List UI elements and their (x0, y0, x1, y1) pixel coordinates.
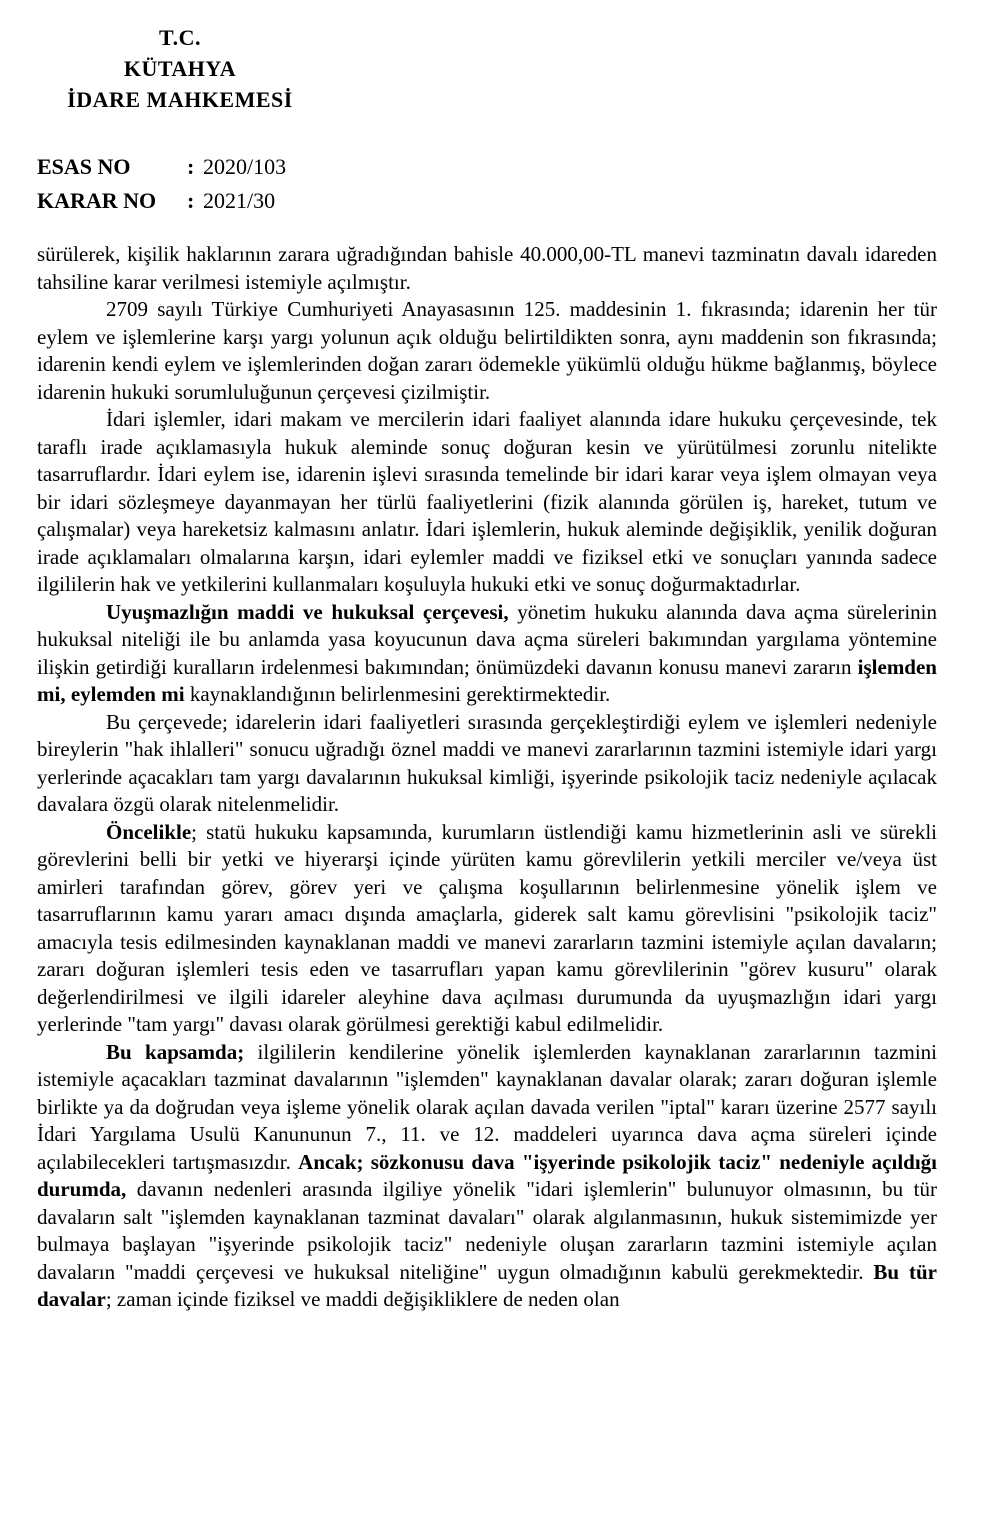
paragraph-6-bold-lead: Öncelikle (106, 819, 192, 844)
esas-no-label: ESAS NO (37, 154, 131, 179)
esas-no-row (37, 150, 286, 184)
paragraph-4 (37, 599, 937, 709)
document-body (37, 241, 937, 1314)
paragraph-1: sürülerek, kişilik haklarının zarara uğradığından bahisle 40.000,00-TL manevi tazminatın davalı idareden tahsiline karar verilmesi istemiyle açılmıştır. (37, 242, 937, 294)
paragraph-5: Bu çerçevede; idarelerin idari faaliyetleri sırasında gerçekleştirdiği eylem ve işlemleri nedeniyle bireylerin "hak ihlalleri" sonucu uğradığı öznel maddi ve manevi zararlarının tazmini istemiyle idari yargı yerlerinde açacakları tam yargı davalarının hukuksal kimliği, işyerinde psikolojik taciz nedeniyle açılacak davalara özgü olarak nitelenmelidir. (37, 709, 937, 816)
karar-no-value: 2021/30 (203, 188, 276, 213)
paragraph-7-text-3: ; zaman içinde fiziksel ve maddi değişikliklere de neden olan (105, 1287, 620, 1311)
paragraph-4-text-2: kaynaklandığının belirlenmesini gerektirmektedir. (184, 682, 611, 706)
paragraph-7-text-1: ilgililerin kendilerine yönelik işlemlerden kaynaklanan zararlarının tazmini istemiyle açacakları tazminat davalarının "işlemden" kaynaklanan davalar olarak; zararı doğuran işlemle birlikte ya da doğrudan veya işleme yönelik olarak açılan davada verilen "iptal" kararı üzerine 2577 sayılı İdari Yargılama Usulü Kanununun 7., 11. ve 12. maddeleri uyarınca dava açma süreleri içinde açılabilecekleri tartışmasızdır. (37, 1039, 937, 1174)
karar-no-row (37, 184, 286, 218)
paragraph-7 (37, 1039, 937, 1314)
esas-no-value: 2020/103 (203, 154, 287, 179)
karar-no-label: KARAR NO (37, 188, 157, 213)
paragraph-4-bold-lead: Uyuşmazlığın maddi ve hukuksal çerçevesi, (106, 599, 509, 624)
paragraph-6 (37, 819, 937, 1039)
esas-no-colon: : (187, 154, 195, 179)
paragraph-7-text-2: davanın nedenleri arasında ilgiliye yönelik "idari işlemlerin" bulunuyor olmasının, bu tür davaların salt "işlemden kaynaklanan tazminat davaları" olarak algılanmasının, hukuk sistemimizde yer bulmaya başlayan "işyerinde psikolojik taciz" nedeniyle oluşan zararların tazmini istemiyle açılan davaların "maddi çerçevesi ve hukuksal niteliğine" uygun olmadığının kabulü gerekmektedir. (37, 1177, 937, 1284)
paragraph-6-text: ; statü hukuku kapsamında, kurumların üstlendiği kamu hizmetlerinin asli ve sürekli görevlerini belli bir yetki ve hiyerarşi içinde yürüten kamu görevlilerin yetkili merciler ve/veya üst amirleri tarafından görev, görev yeri ve çalışma koşullarının belirlenmesine yönelik işlem ve tasarruflarının kamu yararı amacı dışında amaçlarla, giderek salt kamu görevlisini "psikolojik taciz" amacıyla tesis edilmesinden kaynaklanan maddi ve manevi zararların tazmini istemiyle açılan davaların; zararı doğuran işlemleri tesis eden ve tasarrufları yapan kamu görevlilerinin "görev kusuru" olarak değerlendirilmesi ve ilgili idareler aleyhine dava açılması durumunda da uyuşmazlığın idari yargı yerlerinde "tam yargı" davası olarak görülmesi gerektiği kabul edilmelidir. (37, 819, 937, 1036)
header-city: KÜTAHYA (123, 56, 237, 81)
paragraph-4-text-1: yönetim hukuku alanında dava açma sürelerinin hukuksal niteliği ile bu anlamda yasa koyucunun dava açma süreleri bakımından yargılama yöntemine ilişkin getirdiği kuralların irdelenmesi bakımından; önümüzdeki davanın konusu manevi zararın (37, 599, 938, 679)
case-info (37, 150, 286, 218)
header-tc: T.C. (159, 25, 201, 50)
paragraph-7-bold-lead: Bu kapsamda; (106, 1039, 245, 1064)
paragraph-7-bold-phrase-2: Bu tür davalar (37, 1259, 937, 1311)
paragraph-7-bold-phrase: Ancak; sözkonusu dava "işyerinde psikolojik taciz" nedeniyle açıldığı durumda, (37, 1149, 938, 1201)
header-court-name: İDARE MAHKEMESİ (67, 87, 293, 112)
paragraph-3: İdari işlemler, idari makam ve mercilerin idari faaliyet alanında idare hukuku çerçevesinde, tek taraflı irade açıklamasıyla hukuk aleminde sonuç doğuran kesin ve yürütülmesi zorunlu nitelikte tasarruflardır. İdari eylem ise, idarenin işlevi sırasında temelinde bir idari karar veya işlem olmayan veya bir idari sözleşmeye dayanmayan her türlü faaliyetlerini (fizik alanında görülen iş, hareket, tutum ve çalışmalar) veya hareketsiz kalmasını anlatır. İdari işlemlerin, hukuk aleminde değişiklik, yenilik doğuran irade açıklamaları olmalarına karşın, idari eylemler maddi ve fiziksel etki ve sonuçları yanında sadece ilgililerin hak ve yetkilerini kullanmaları koşuluyla hukuki etki ve sonuç doğurmaktadırlar. (37, 407, 937, 596)
karar-no-colon: : (187, 188, 195, 213)
paragraph-4-bold-phrase: işlemden mi, eylemden mi (37, 654, 937, 706)
paragraph-2: 2709 sayılı Türkiye Cumhuriyeti Anayasasının 125. maddesinin 1. fıkrasında; idarenin her tür eylem ve işlemlerine karşı yargı yolunun açık olduğu belirtildikten sonra, aynı maddenin son fıkrasında; idarenin kendi eylem ve işlemlerinden doğan zararı ödemekle yükümlü olduğu hükme bağlanmış, böylece idarenin hukuki sorumluluğunun çerçevesi çizilmiştir. (37, 297, 937, 404)
court-header (60, 22, 300, 115)
